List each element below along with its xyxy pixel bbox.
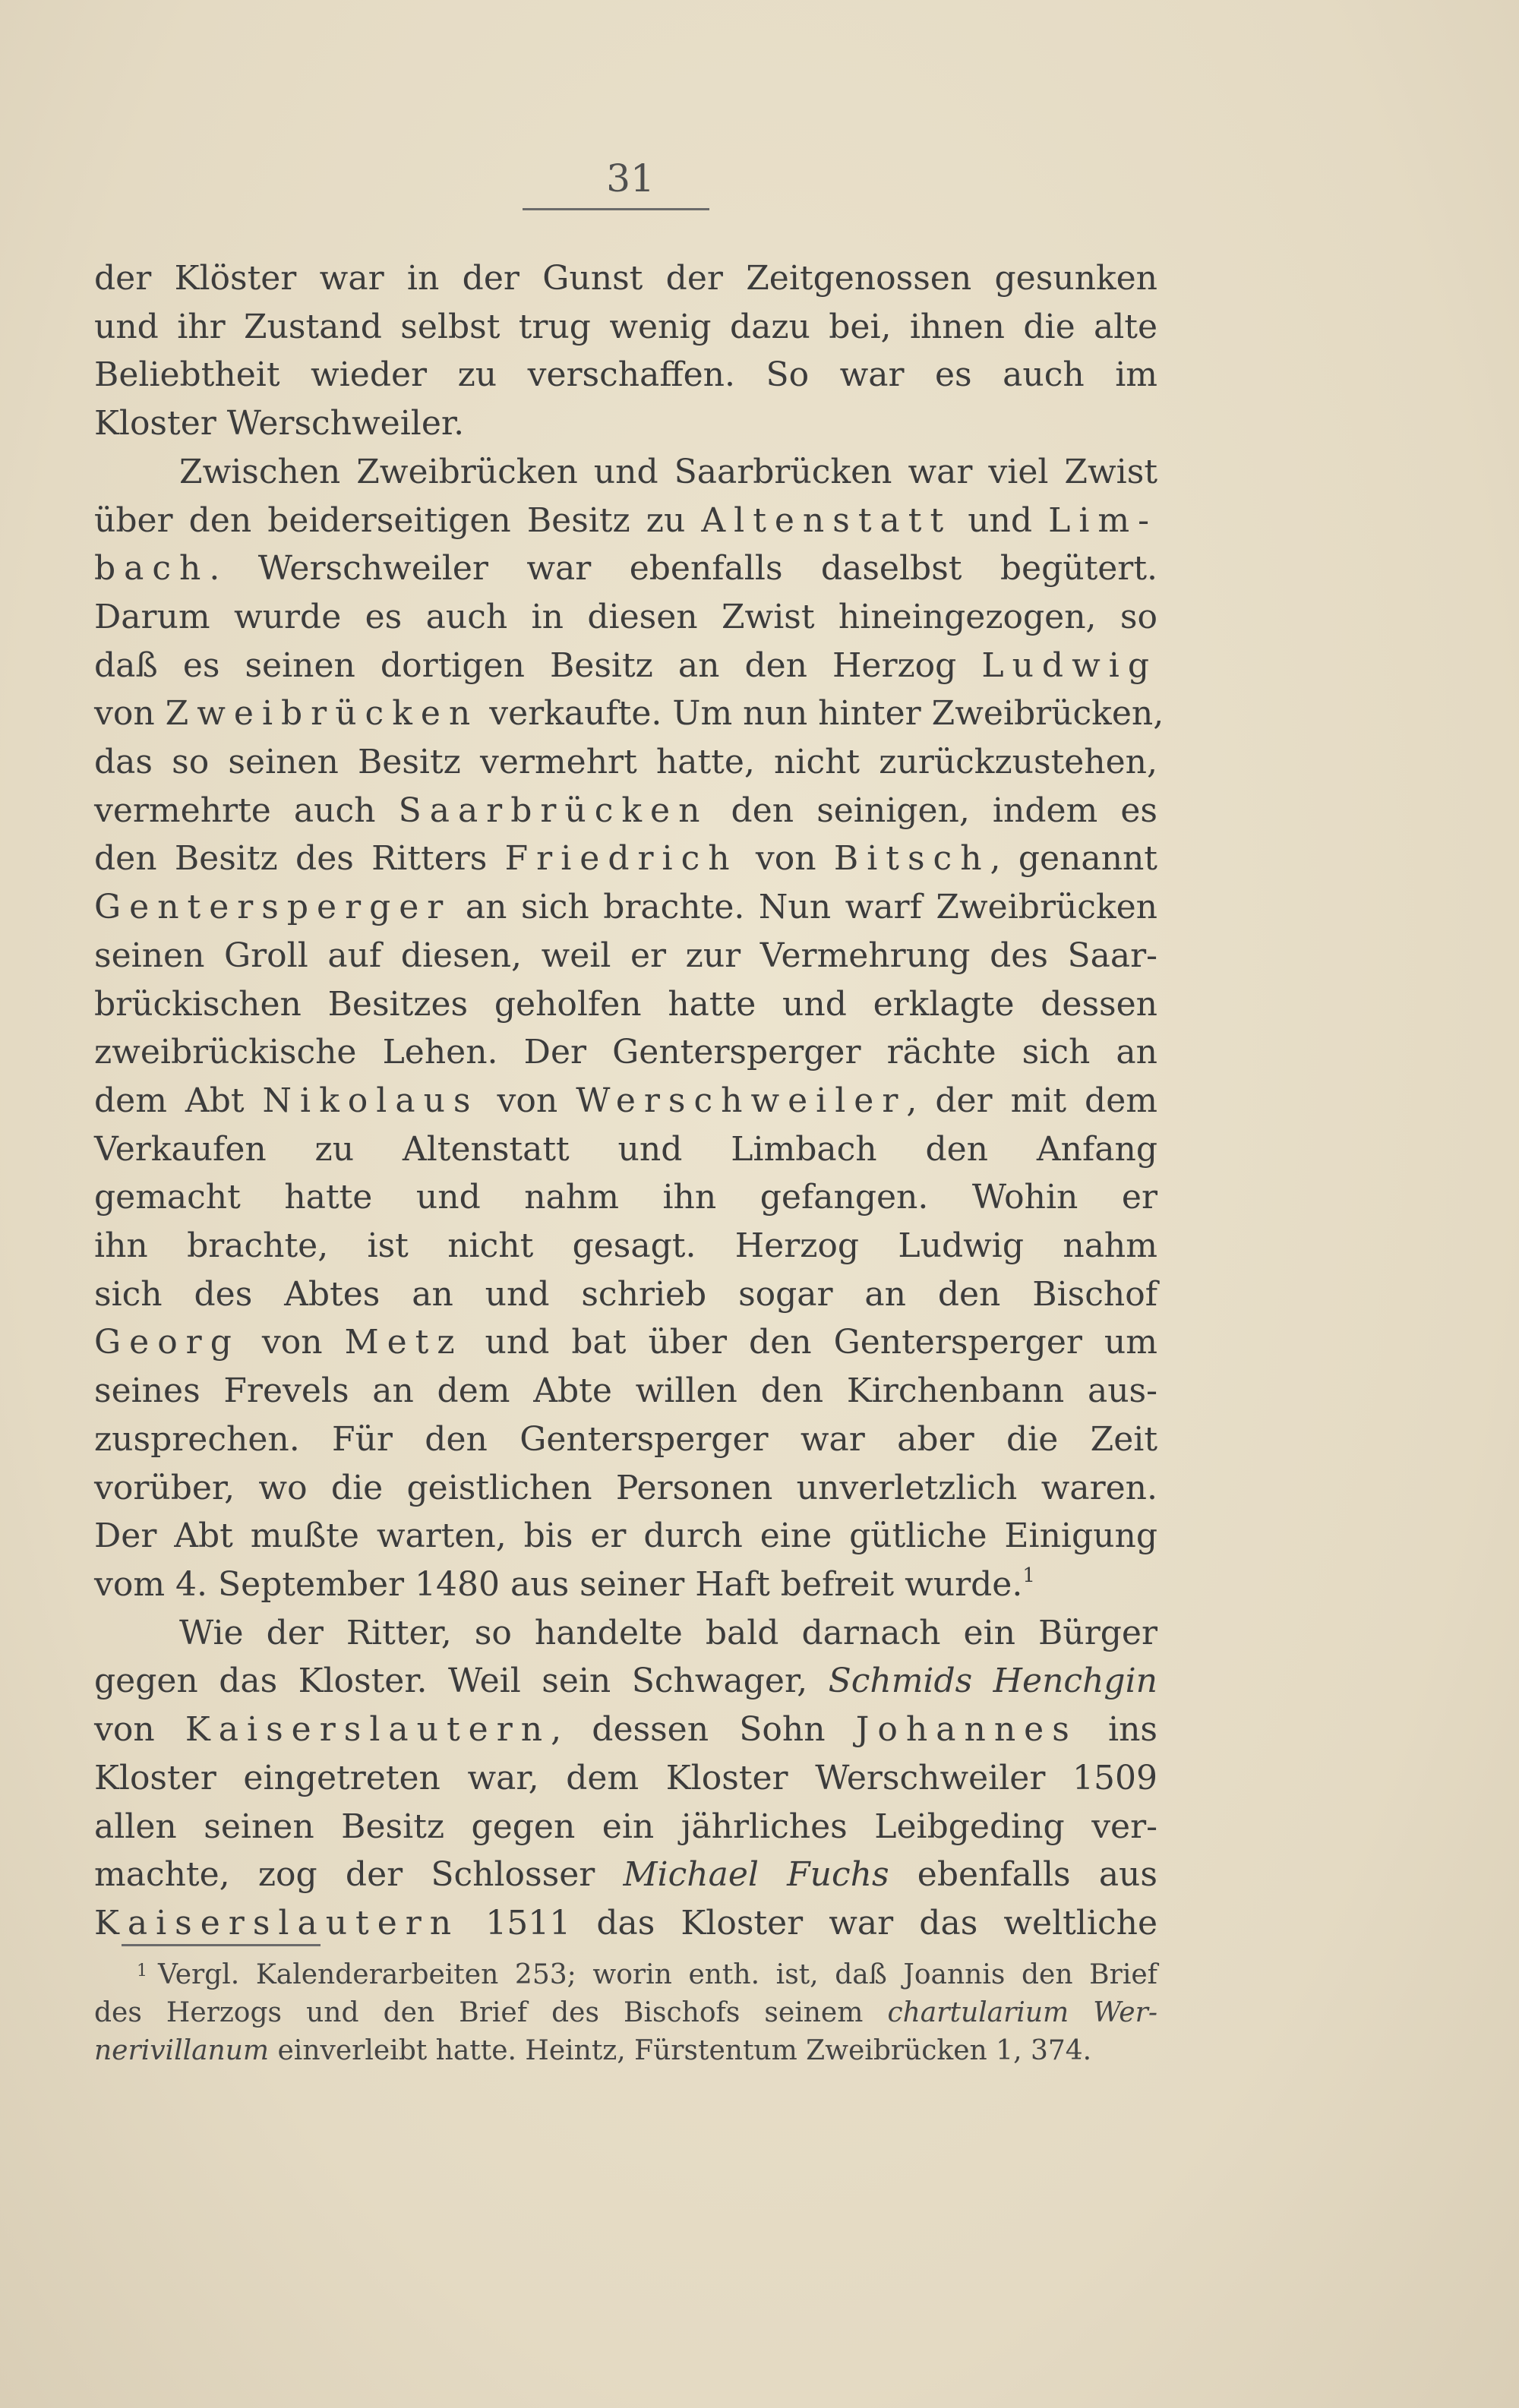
spaced-name: Werschweiler [576,1081,907,1120]
text-line: Darum wurde es auch in diesen Zwist hineingezogen, so [94,597,1157,636]
italic-title: nerivillanum [94,2035,270,2066]
text-line: allen seinen Besitz gegen ein jährliches Leibgeding ver- [94,1807,1157,1846]
text-line: Kaiserslautern 1511 das Kloster war das weltliche [94,1903,1157,1942]
spaced-name: Altenstatt [701,500,952,540]
page-number: 31 [606,156,655,200]
text-line: Kloster eingetreten war, dem Kloster Werschweiler 1509 [94,1758,1157,1797]
footnotes [94,1956,1157,2070]
spaced-name: Georg [94,1323,240,1362]
text-line: vermehrte auch Saarbrücken den seinigen, indem es [94,791,1157,830]
spaced-name: bach [94,549,210,589]
text-line: den Besitz des Ritters Friedrich von Bitsch, genannt [94,839,1157,879]
spaced-name: Lim- [1048,500,1157,540]
spaced-name: Bitsch [833,839,990,879]
spaced-name: Ludwig [981,645,1157,685]
text-line: über den beiderseitigen Besitz zu Altenstatt und Lim- [94,500,1157,540]
italic-name: Michael Fuchs [623,1855,889,1895]
text-line: und ihr Zustand selbst trug wenig dazu bei, ihnen die alte [94,307,1157,346]
text-line: Georg von Metz und bat über den Gentersperger um [94,1323,1157,1362]
text-line: gemacht hatte und nahm ihn gefangen. Wohin er [94,1178,1157,1217]
text-line: der Klöster war in der Gunst der Zeitgenossen gesunken [94,259,1157,298]
text-line: zusprechen. Für den Gentersperger war aber die Zeit [94,1419,1157,1459]
text-line: gegen das Kloster. Weil sein Schwager, Schmids Henchgin [94,1662,1157,1701]
body-text [94,254,1164,1948]
footnote-rule [122,1944,321,1946]
text-line: ihn brachte, ist nicht gesagt. Herzog Ludwig nahm [94,1226,1157,1266]
spaced-name: Friedrich [504,839,738,879]
text-line: von Zweibrücken verkaufte. Um nun hinter Zweibrücken, [94,694,1164,734]
text-line: seinen Groll auf diesen, weil er zur Vermehrung des Saar- [94,936,1157,975]
spaced-name: Nikolaus [262,1081,479,1120]
text-line: Kloster Werschweiler. [94,404,465,443]
text-line: Beliebtheit wieder zu verschaffen. So war es auch im [94,355,1157,395]
text-line: seines Frevels an dem Abte willen den Kirchenbann aus- [94,1371,1157,1411]
text-line: Verkaufen zu Altenstatt und Limbach den Anfang [94,1129,1157,1169]
spaced-name: Gentersperger [94,888,452,927]
text-line: dem Abt Nikolaus von Werschweiler, der mit dem [94,1081,1157,1120]
spaced-name: Kaiserslautern [185,1710,551,1750]
header-rule [523,208,709,210]
text-line: vorüber, wo die geistlichen Personen unverletzlich waren. [94,1468,1157,1507]
text-line: brückischen Besitzes geholfen hatte und erklagte dessen [94,984,1157,1024]
text-line: das so seinen Besitz vermehrt hatte, nicht zurückzustehen, [94,743,1157,782]
spaced-name: Metz [344,1323,463,1362]
text-line: Wie der Ritter, so handelte bald darnach ein Bürger [179,1613,1157,1652]
footnote-mark: 1 [137,1961,147,1980]
text-line: bach. Werschweiler war ebenfalls daselbst begütert. [94,549,1157,589]
spaced-name: Saarbrücken [398,791,709,830]
spaced-name: Zweibrücken [165,694,479,734]
text-line: zweibrückische Lehen. Der Gentersperger rächte sich an [94,1033,1157,1072]
footnote-line: des Herzogs und den Brief des Bischofs seinem chartularium Wer- [94,1997,1157,2028]
text-line: sich des Abtes an und schrieb sogar an den Bischof [94,1274,1157,1314]
text-line: Gentersperger an sich brachte. Nun warf Zweibrücken [94,888,1157,927]
italic-title: chartularium Wer- [887,1997,1157,2028]
italic-name: Schmids Henchgin [828,1662,1157,1701]
spaced-name: Johannes [855,1710,1078,1750]
spaced-name: Kaiserslautern [94,1903,460,1942]
footnote-reference: 1 [1022,1564,1035,1587]
text-line: Der Abt mußte warten, bis er durch eine gütliche Einigung [94,1516,1157,1556]
text-line: machte, zog der Schlosser Michael Fuchs ebenfalls aus [94,1855,1157,1895]
text-line: von Kaiserslautern, dessen Sohn Johannes ins [94,1710,1158,1750]
footnote-line: nerivillanum einverleibt hatte. Heintz, Fürstentum Zweibrücken 1, 374. [94,2035,1092,2066]
footnote-line: $^1$ Vergl. Kalenderarbeiten 253; worin enth. ist, daß Joannis den Brief [137,1959,1157,1990]
text-line: Zwischen Zweibrücken und Saarbrücken war viel Zwist [179,452,1157,491]
text-line: vom 4. September 1480 aus seiner Haft befreit wurde.$^1$ [94,1564,1035,1604]
text-line: daß es seinen dortigen Besitz an den Herzog Ludwig [94,645,1157,685]
